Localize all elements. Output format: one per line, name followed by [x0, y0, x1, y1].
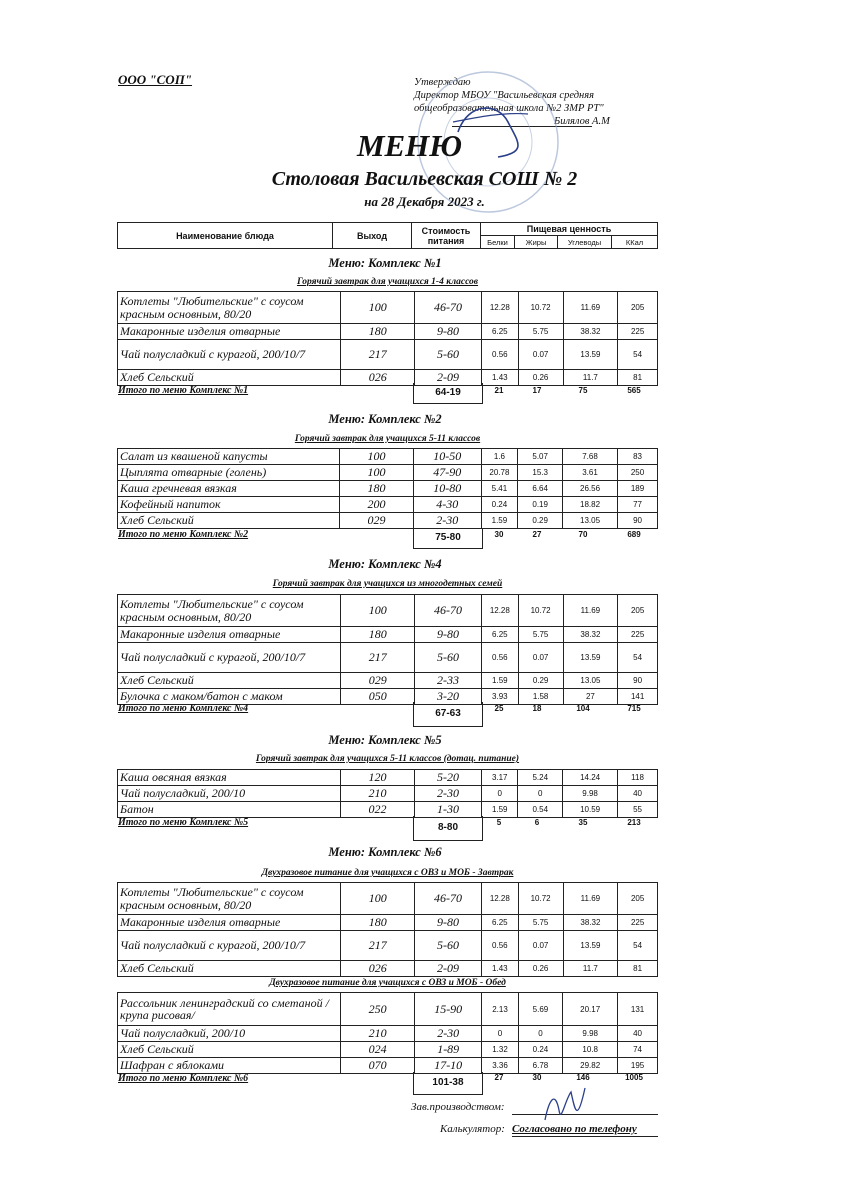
dish-yield: 120: [340, 770, 414, 786]
dish-carbs: 20.17: [563, 993, 618, 1026]
dish-fats: 0.07: [518, 931, 563, 961]
total-proteins: 25: [494, 704, 504, 713]
section-title: Меню: Комплекс №2: [328, 412, 442, 426]
dish-name: Котлеты "Любительские" с соусом красным основным, 80/20: [118, 595, 341, 627]
dish-carbs: 11.7: [563, 961, 618, 977]
dish-fats: 0.29: [518, 673, 563, 689]
approval-line: Билялов А.М: [554, 116, 610, 127]
dish-price: 1-30: [414, 802, 481, 818]
total-label: Итого по меню Комплекс №5: [118, 817, 249, 828]
col-yield: Выход: [333, 223, 412, 249]
section-title: Меню: Комплекс №1: [328, 256, 442, 270]
dish-price: 2-30: [415, 1026, 482, 1042]
dish-carbs: 11.69: [563, 292, 618, 324]
dish-carbs: 13.59: [563, 340, 618, 370]
dish-proteins: 6.25: [481, 627, 518, 643]
dish-proteins: 1.6: [481, 449, 518, 465]
table-row: [118, 883, 658, 915]
dish-price: 46-70: [414, 883, 481, 915]
dish-carbs: 26.56: [562, 481, 617, 497]
dish-name: Котлеты "Любительские" с соусом красным основным, 80/20: [118, 883, 341, 915]
total-proteins: 5: [496, 818, 502, 827]
column-header-table: [117, 222, 658, 249]
dish-price: 17-10: [415, 1058, 482, 1074]
calculator-line: [512, 1136, 658, 1137]
menu-table: [117, 769, 658, 818]
dish-carbs: 13.05: [562, 513, 617, 529]
dish-carbs: 11.69: [563, 595, 618, 627]
section-subtitle: Двухразовое питание для учащихся с ОВЗ и МОБ - Завтрак: [261, 868, 514, 878]
section-subtitle-lunch: Двухразовое питание для учащихся с ОВЗ и МОБ - Обед: [269, 978, 506, 988]
dish-proteins: 0.56: [481, 643, 518, 673]
col-kcal: ККал: [612, 236, 658, 249]
dish-yield: 180: [340, 481, 414, 497]
table-row: [118, 802, 658, 818]
dish-proteins: 1.59: [482, 802, 518, 818]
table-row: [118, 770, 658, 786]
dish-kcal: 81: [618, 370, 658, 386]
dish-fats: 5.24: [518, 770, 563, 786]
dish-price: 5-60: [414, 643, 481, 673]
total-price: 64-19: [413, 383, 483, 404]
dish-fats: 10.72: [518, 883, 563, 915]
dish-yield: 217: [341, 643, 415, 673]
table-row: [118, 673, 658, 689]
dish-proteins: 12.28: [481, 292, 518, 324]
dish-yield: 210: [341, 1026, 415, 1042]
section-title: Меню: Комплекс №6: [328, 845, 442, 859]
page-title: МЕНЮ: [356, 128, 463, 163]
dish-fats: 6.64: [518, 481, 563, 497]
dish-carbs: 7.68: [562, 449, 617, 465]
dish-carbs: 29.82: [563, 1058, 618, 1074]
dish-kcal: 131: [618, 993, 658, 1026]
dish-carbs: 3.61: [562, 465, 617, 481]
dish-proteins: 0: [482, 1026, 518, 1042]
total-price: 8-80: [413, 816, 483, 841]
dish-price: 10-80: [414, 481, 481, 497]
dish-name: Чай полусладкий, 200/10: [118, 1026, 341, 1042]
dish-proteins: 5.41: [481, 481, 518, 497]
dish-name: Чай полусладкий с курагой, 200/10/7: [118, 931, 341, 961]
dish-kcal: 205: [618, 883, 658, 915]
dish-fats: 0.07: [518, 643, 563, 673]
dish-kcal: 81: [618, 961, 658, 977]
total-fats: 30: [532, 1073, 542, 1082]
table-row: [118, 465, 658, 481]
total-proteins: 30: [494, 530, 504, 539]
dish-carbs: 38.32: [563, 627, 618, 643]
dish-proteins: 20.78: [481, 465, 518, 481]
dish-kcal: 225: [618, 915, 658, 931]
dish-carbs: 13.59: [563, 643, 618, 673]
dish-kcal: 141: [618, 689, 658, 705]
dish-fats: 0.29: [518, 513, 563, 529]
total-label: Итого по меню Комплекс №1: [118, 385, 249, 396]
table-row: [118, 915, 658, 931]
dish-kcal: 250: [618, 465, 658, 481]
dish-proteins: 1.43: [481, 370, 518, 386]
dish-fats: 15.3: [518, 465, 563, 481]
table-row: [118, 1058, 658, 1074]
dish-carbs: 38.32: [563, 324, 618, 340]
dish-proteins: 1.59: [481, 673, 518, 689]
dish-name: Котлеты "Любительские" с соусом красным основным, 80/20: [118, 292, 341, 324]
dish-fats: 0.07: [518, 340, 563, 370]
dish-carbs: 9.98: [563, 786, 618, 802]
dish-name: Макаронные изделия отварные: [118, 915, 341, 931]
dish-name: Салат из квашеной капусты: [118, 449, 340, 465]
dish-proteins: 3.17: [482, 770, 518, 786]
dish-price: 9-80: [414, 627, 481, 643]
dish-name: Чай полусладкий с курагой, 200/10/7: [118, 340, 341, 370]
table-row: [118, 931, 658, 961]
dish-carbs: 13.05: [563, 673, 618, 689]
dish-fats: 5.07: [518, 449, 563, 465]
total-price: 101-38: [413, 1072, 483, 1095]
dish-proteins: 6.25: [481, 915, 518, 931]
dish-kcal: 205: [618, 595, 658, 627]
dish-carbs: 11.69: [563, 883, 618, 915]
table-row: [118, 961, 658, 977]
total-kcal: 565: [627, 386, 641, 395]
dish-yield: 100: [341, 883, 415, 915]
total-kcal: 213: [627, 818, 641, 827]
dish-fats: 0.26: [518, 961, 563, 977]
total-label: Итого по меню Комплекс №6: [118, 1073, 249, 1084]
dish-price: 5-20: [414, 770, 481, 786]
dish-price: 9-80: [414, 324, 481, 340]
col-name: Наименование блюда: [118, 223, 333, 249]
section-subtitle: Горячий завтрак для учащихся 1-4 классов: [296, 277, 479, 287]
dish-price: 4-30: [414, 497, 481, 513]
dish-name: Хлеб Сельский: [118, 961, 341, 977]
dish-name: Хлеб Сельский: [118, 1042, 341, 1058]
dish-price: 2-09: [414, 370, 481, 386]
dish-proteins: 0.24: [481, 497, 518, 513]
dish-price: 3-20: [414, 689, 481, 705]
dish-yield: 100: [341, 595, 415, 627]
menu-table: [117, 448, 658, 529]
organization-name: ООО "СОП": [118, 72, 193, 87]
dish-price: 46-70: [414, 292, 481, 324]
dish-proteins: 2.13: [482, 993, 518, 1026]
dish-proteins: 6.25: [481, 324, 518, 340]
dish-fats: 1.58: [518, 689, 563, 705]
dish-price: 1-89: [415, 1042, 482, 1058]
dish-fats: 0.26: [518, 370, 563, 386]
dish-yield: 029: [341, 673, 415, 689]
section-title: Меню: Комплекс №5: [328, 733, 442, 747]
dish-kcal: 83: [618, 449, 658, 465]
menu-table: [117, 882, 658, 977]
table-row: [118, 324, 658, 340]
approval-line: общеобразовательная школа №2 ЗМР РТ": [414, 103, 604, 114]
dish-kcal: 54: [618, 643, 658, 673]
school-name: Столовая Васильевская СОШ № 2: [271, 168, 578, 190]
dish-proteins: 12.28: [481, 595, 518, 627]
dish-proteins: 0.56: [481, 931, 518, 961]
dish-yield: 022: [340, 802, 414, 818]
dish-kcal: 40: [618, 786, 658, 802]
dish-fats: 10.72: [518, 595, 563, 627]
section-subtitle: Горячий завтрак для учащихся из многодетных семей: [272, 579, 503, 589]
dish-proteins: 0: [482, 786, 518, 802]
dish-yield: 024: [341, 1042, 415, 1058]
dish-price: 15-90: [415, 993, 482, 1026]
dish-name: Макаронные изделия отварные: [118, 627, 341, 643]
dish-kcal: 40: [618, 1026, 658, 1042]
dish-kcal: 225: [618, 627, 658, 643]
total-price: 67-63: [413, 702, 483, 727]
calculator-value: Согласовано по телефону: [512, 1123, 637, 1135]
table-row: [118, 786, 658, 802]
dish-carbs: 13.59: [563, 931, 618, 961]
col-nutrition: Пищевая ценность: [481, 223, 658, 236]
dish-carbs: 10.8: [563, 1042, 618, 1058]
total-fats: 6: [534, 818, 540, 827]
dish-fats: 10.72: [518, 292, 563, 324]
dish-price: 2-33: [414, 673, 481, 689]
dish-name: Каша гречневая вязкая: [118, 481, 340, 497]
dish-fats: 5.75: [518, 324, 563, 340]
dish-name: Батон: [118, 802, 341, 818]
dish-kcal: 225: [618, 324, 658, 340]
total-fats: 18: [532, 704, 542, 713]
table-row: [118, 595, 658, 627]
total-kcal: 715: [627, 704, 641, 713]
dish-kcal: 74: [618, 1042, 658, 1058]
dish-proteins: 1.59: [481, 513, 518, 529]
section-subtitle: Горячий завтрак для учащихся 5-11 классов: [294, 434, 481, 444]
table-row: [118, 1042, 658, 1058]
dish-price: 47-90: [414, 465, 481, 481]
table-row: [118, 449, 658, 465]
dish-kcal: 189: [618, 481, 658, 497]
table-row: [118, 292, 658, 324]
dish-yield: 180: [341, 324, 415, 340]
table-row: [118, 643, 658, 673]
dish-carbs: 18.82: [562, 497, 617, 513]
total-proteins: 21: [494, 386, 504, 395]
table-row: [118, 370, 658, 386]
dish-proteins: 3.36: [482, 1058, 518, 1074]
dish-kcal: 205: [618, 292, 658, 324]
dish-price: 2-30: [414, 513, 481, 529]
total-price: 75-80: [413, 528, 483, 549]
menu-table-lunch: [117, 992, 658, 1074]
dish-kcal: 90: [618, 513, 658, 529]
dish-carbs: 27: [563, 689, 618, 705]
table-row: [118, 993, 658, 1026]
dish-price: 5-60: [414, 340, 481, 370]
dish-fats: 0.24: [518, 1042, 563, 1058]
dish-kcal: 77: [618, 497, 658, 513]
dish-yield: 217: [341, 931, 415, 961]
dish-yield: 217: [341, 340, 415, 370]
total-carbs: 75: [578, 386, 588, 395]
dish-carbs: 11.7: [563, 370, 618, 386]
dish-yield: 026: [341, 370, 415, 386]
dish-kcal: 54: [618, 340, 658, 370]
dish-price: 46-70: [414, 595, 481, 627]
total-fats: 27: [532, 530, 542, 539]
dish-carbs: 10.59: [563, 802, 618, 818]
dish-fats: 0.19: [518, 497, 563, 513]
total-carbs: 35: [578, 818, 588, 827]
table-row: [118, 497, 658, 513]
dish-kcal: 54: [618, 931, 658, 961]
col-carbs: Углеводы: [558, 236, 612, 249]
dish-yield: 070: [341, 1058, 415, 1074]
dish-name: Хлеб Сельский: [118, 513, 340, 529]
menu-table: [117, 594, 658, 705]
dish-yield: 200: [340, 497, 414, 513]
menu-table: [117, 291, 658, 386]
dish-kcal: 118: [618, 770, 658, 786]
dish-fats: 0: [518, 1026, 563, 1042]
dish-yield: 100: [341, 292, 415, 324]
menu-date: на 28 Декабря 2023 г.: [364, 194, 485, 209]
dish-name: Шафран с яблоками: [118, 1058, 341, 1074]
dish-carbs: 9.98: [563, 1026, 618, 1042]
dish-carbs: 38.32: [563, 915, 618, 931]
dish-name: Макаронные изделия отварные: [118, 324, 341, 340]
dish-price: 10-50: [414, 449, 481, 465]
dish-name: Чай полусладкий, 200/10: [118, 786, 341, 802]
total-kcal: 1005: [625, 1073, 643, 1082]
dish-kcal: 195: [618, 1058, 658, 1074]
total-carbs: 104: [576, 704, 590, 713]
dish-proteins: 1.43: [481, 961, 518, 977]
total-label: Итого по меню Комплекс №2: [118, 529, 249, 540]
dish-kcal: 90: [618, 673, 658, 689]
dish-fats: 6.78: [518, 1058, 563, 1074]
dish-yield: 050: [341, 689, 415, 705]
dish-yield: 250: [341, 993, 415, 1026]
col-cost: Стоимость питания: [412, 223, 481, 249]
total-carbs: 146: [576, 1073, 590, 1082]
approval-line: Директор МБОУ "Васильевская средняя: [414, 90, 595, 101]
dish-name: Цыплята отварные (голень): [118, 465, 340, 481]
dish-fats: 5.69: [518, 993, 563, 1026]
dish-yield: 180: [341, 915, 415, 931]
dish-proteins: 12.28: [481, 883, 518, 915]
calculator-label: Калькулятор:: [440, 1123, 505, 1135]
dish-price: 9-80: [414, 915, 481, 931]
total-fats: 17: [532, 386, 542, 395]
dish-price: 2-30: [414, 786, 481, 802]
dish-yield: 100: [340, 465, 414, 481]
dish-yield: 029: [340, 513, 414, 529]
dish-fats: 5.75: [518, 915, 563, 931]
dish-fats: 0: [518, 786, 563, 802]
dish-fats: 5.75: [518, 627, 563, 643]
dish-price: 5-60: [414, 931, 481, 961]
table-row: [118, 513, 658, 529]
col-proteins: Белки: [481, 236, 515, 249]
total-label: Итого по меню Комплекс №4: [118, 703, 249, 714]
dish-proteins: 1.32: [482, 1042, 518, 1058]
total-kcal: 689: [627, 530, 641, 539]
dish-yield: 100: [340, 449, 414, 465]
manager-label: Зав.производством:: [411, 1101, 505, 1113]
total-proteins: 27: [494, 1073, 504, 1082]
dish-price: 2-09: [414, 961, 481, 977]
dish-name: Чай полусладкий с курагой, 200/10/7: [118, 643, 341, 673]
approval-line: Утверждаю: [414, 77, 471, 88]
dish-yield: 026: [341, 961, 415, 977]
dish-name: Каша овсяная вязкая: [118, 770, 341, 786]
dish-name: Хлеб Сельский: [118, 370, 341, 386]
dish-yield: 180: [341, 627, 415, 643]
dish-name: Кофейный напиток: [118, 497, 340, 513]
dish-name: Хлеб Сельский: [118, 673, 341, 689]
table-row: [118, 481, 658, 497]
table-row: [118, 340, 658, 370]
section-subtitle: Горячий завтрак для учащихся 5-11 классов (дотац. питание): [255, 754, 520, 764]
dish-yield: 210: [340, 786, 414, 802]
dish-name: Булочка с маком/батон с маком: [118, 689, 341, 705]
dish-name: Рассольник ленинградский со сметаной /крупа рисовая/: [118, 993, 341, 1026]
total-carbs: 70: [578, 530, 588, 539]
col-fats: Жиры: [515, 236, 558, 249]
dish-carbs: 14.24: [563, 770, 618, 786]
dish-fats: 0.54: [518, 802, 563, 818]
table-row: [118, 1026, 658, 1042]
dish-proteins: 3.93: [481, 689, 518, 705]
section-title: Меню: Комплекс №4: [328, 557, 442, 571]
dish-kcal: 55: [618, 802, 658, 818]
dish-proteins: 0.56: [481, 340, 518, 370]
table-row: [118, 627, 658, 643]
